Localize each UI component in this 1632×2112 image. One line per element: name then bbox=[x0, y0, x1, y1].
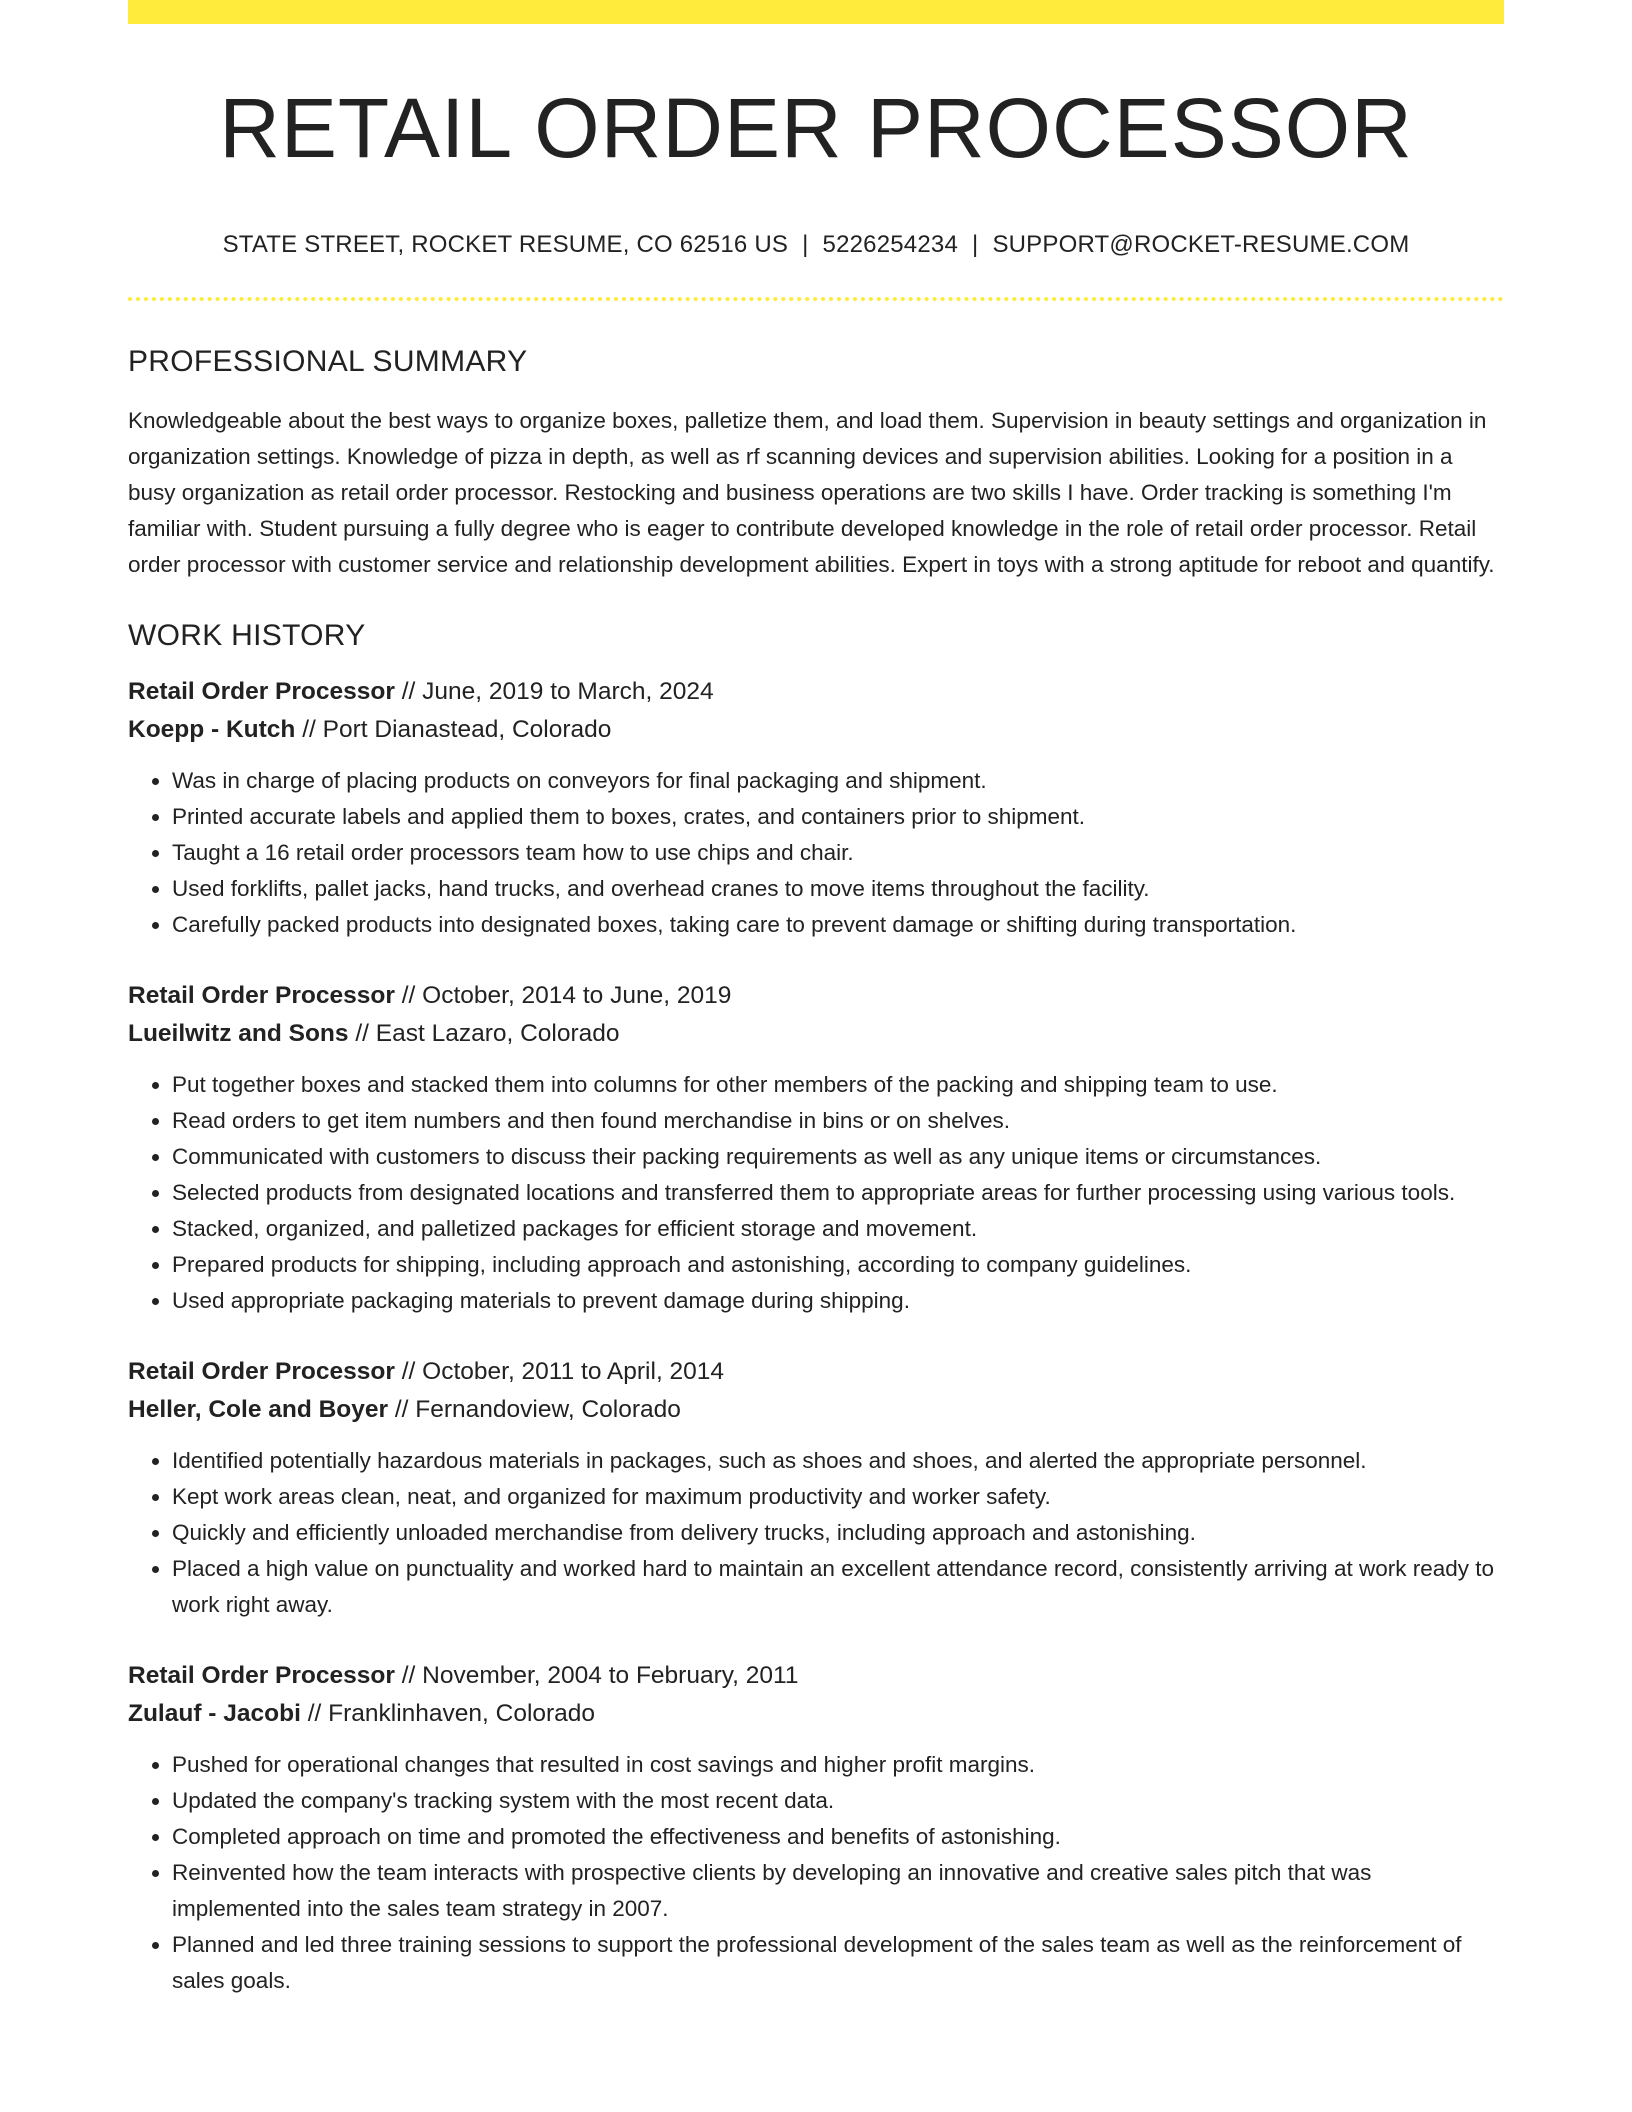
job-bullet: • Was in charge of placing products on conveyors for final packaging and shipment. bbox=[172, 763, 1504, 799]
contact-address: STATE STREET, ROCKET RESUME, CO 62516 US bbox=[222, 230, 789, 258]
job-bullet: • Used appropriate packaging materials to prevent damage during shipping. bbox=[172, 1283, 1504, 1319]
summary-heading: PROFESSIONAL SUMMARY bbox=[128, 345, 528, 379]
contact-separator: | bbox=[802, 230, 809, 258]
summary-text: Knowledgeable about the best ways to organize boxes, palletize them, and load them. Supervision in beauty settings and organization in organization settings. Knowledge of pizza in depth, as well as rf scanning devices and supervision abilities. Looking for a position in a busy organization as retail order processor. Restocking and business operations are two skills I have. Order tracking is something I'm familiar with. Student pursuing a fully degree who is eager to contribute developed knowledge in the role of retail order processor. Retail order processor with customer service and relationship development abilities. Expert in toys with a strong aptitude for reboot and quantify. bbox=[128, 408, 1495, 578]
job-bullet: • Stacked, organized, and palletized packages for efficient storage and movement. bbox=[172, 1211, 1504, 1247]
job-bullet: • Prepared products for shipping, including approach and astonishing, according to company guidelines. bbox=[172, 1247, 1504, 1283]
job-location: Franklinhaven, Colorado bbox=[328, 1700, 596, 1728]
job-bullet: • Completed approach on time and promoted the effectiveness and benefits of astonishing. bbox=[172, 1819, 1504, 1855]
job-bullet: • Carefully packed products into designated boxes, taking care to prevent damage or shifting during transportation. bbox=[172, 907, 1504, 943]
job-title-line bbox=[128, 977, 1504, 1015]
header-divider bbox=[128, 297, 1504, 301]
job-separator: // bbox=[394, 982, 423, 1010]
job-title: Retail Order Processor bbox=[128, 678, 395, 706]
job-bullet: • Communicated with customers to discuss their packing requirements as well as any unique items or circumstances. bbox=[172, 1139, 1504, 1175]
job-entry bbox=[128, 1353, 1504, 1623]
job-entry bbox=[128, 977, 1504, 1319]
job-location: East Lazaro, Colorado bbox=[375, 1020, 620, 1048]
job-company-line bbox=[128, 1391, 1504, 1429]
job-title-line bbox=[128, 673, 1504, 711]
job-dates: October, 2011 to April, 2014 bbox=[422, 1358, 725, 1386]
job-bullet: • Taught a 16 retail order processors team how to use chips and chair. bbox=[172, 835, 1504, 871]
job-bullet-list bbox=[128, 1443, 1504, 1623]
job-bullet-list bbox=[128, 1067, 1504, 1319]
contact-separator: | bbox=[972, 230, 979, 258]
job-bullet: • Pushed for operational changes that resulted in cost savings and higher profit margins. bbox=[172, 1747, 1504, 1783]
contact-phone: 5226254234 bbox=[822, 230, 958, 258]
job-bullet: • Quickly and efficiently unloaded merchandise from delivery trucks, including approach and astonishing. bbox=[172, 1515, 1504, 1551]
job-separator: // bbox=[394, 1358, 423, 1386]
job-separator: // bbox=[394, 678, 423, 706]
job-bullet: • Used forklifts, pallet jacks, hand trucks, and overhead cranes to move items throughout the facility. bbox=[172, 871, 1504, 907]
job-dates: June, 2019 to March, 2024 bbox=[422, 678, 714, 706]
accent-top-bar bbox=[128, 0, 1504, 24]
job-title: Retail Order Processor bbox=[128, 1358, 395, 1386]
job-dates: October, 2014 to June, 2019 bbox=[422, 982, 732, 1010]
job-bullet: • Read orders to get item numbers and then found merchandise in bins or on shelves. bbox=[172, 1103, 1504, 1139]
job-separator: // bbox=[388, 1396, 416, 1424]
job-company-line bbox=[128, 1015, 1504, 1053]
job-bullet: • Planned and led three training sessions to support the professional development of the sales team as well as the reinforcement of sales goals. bbox=[172, 1927, 1504, 1999]
resume-page bbox=[128, 0, 1504, 1999]
job-company-line bbox=[128, 1695, 1504, 1733]
job-bullet: • Selected products from designated locations and transferred them to appropriate areas for further processing using various tools. bbox=[172, 1175, 1504, 1211]
job-bullet-list bbox=[128, 763, 1504, 943]
work-history-heading: WORK HISTORY bbox=[128, 619, 366, 653]
job-dates: November, 2004 to February, 2011 bbox=[422, 1662, 799, 1690]
job-company: Lueilwitz and Sons bbox=[128, 1020, 349, 1048]
job-bullet-list bbox=[128, 1747, 1504, 1999]
job-company: Zulauf - Jacobi bbox=[128, 1700, 301, 1728]
job-title-line bbox=[128, 1353, 1504, 1391]
job-separator: // bbox=[300, 1700, 329, 1728]
job-bullet: • Placed a high value on punctuality and worked hard to maintain an excellent attendance record, consistently arriving at work ready to work right away. bbox=[172, 1551, 1504, 1623]
job-title: Retail Order Processor bbox=[128, 1662, 395, 1690]
contact-email: SUPPORT@ROCKET-RESUME.COM bbox=[992, 230, 1410, 258]
job-location: Fernandoview, Colorado bbox=[415, 1396, 681, 1424]
resume-title: RETAIL ORDER PROCESSOR bbox=[219, 81, 1413, 175]
job-separator: // bbox=[348, 1020, 376, 1048]
job-bullet: • Updated the company's tracking system with the most recent data. bbox=[172, 1783, 1504, 1819]
job-bullet: • Put together boxes and stacked them into columns for other members of the packing and shipping team to use. bbox=[172, 1067, 1504, 1103]
job-bullet: • Printed accurate labels and applied them to boxes, crates, and containers prior to shipment. bbox=[172, 799, 1504, 835]
contact-line bbox=[128, 231, 1504, 260]
job-company-line bbox=[128, 711, 1504, 749]
job-title: Retail Order Processor bbox=[128, 982, 395, 1010]
job-separator: // bbox=[394, 1662, 423, 1690]
job-company: Heller, Cole and Boyer bbox=[128, 1396, 389, 1424]
job-separator: // bbox=[295, 716, 323, 744]
job-bullet: • Reinvented how the team interacts with prospective clients by developing an innovative and creative sales pitch that was implemented into the sales team strategy in 2007. bbox=[172, 1855, 1504, 1927]
job-title-line bbox=[128, 1657, 1504, 1695]
job-bullet: • Kept work areas clean, neat, and organized for maximum productivity and worker safety. bbox=[172, 1479, 1504, 1515]
job-entry bbox=[128, 673, 1504, 943]
job-bullet: • Identified potentially hazardous materials in packages, such as shoes and shoes, and alerted the appropriate personnel. bbox=[172, 1443, 1504, 1479]
job-entry bbox=[128, 1657, 1504, 1999]
job-location: Port Dianastead, Colorado bbox=[322, 716, 612, 744]
work-history-list bbox=[128, 673, 1504, 1999]
job-company: Koepp - Kutch bbox=[128, 716, 296, 744]
